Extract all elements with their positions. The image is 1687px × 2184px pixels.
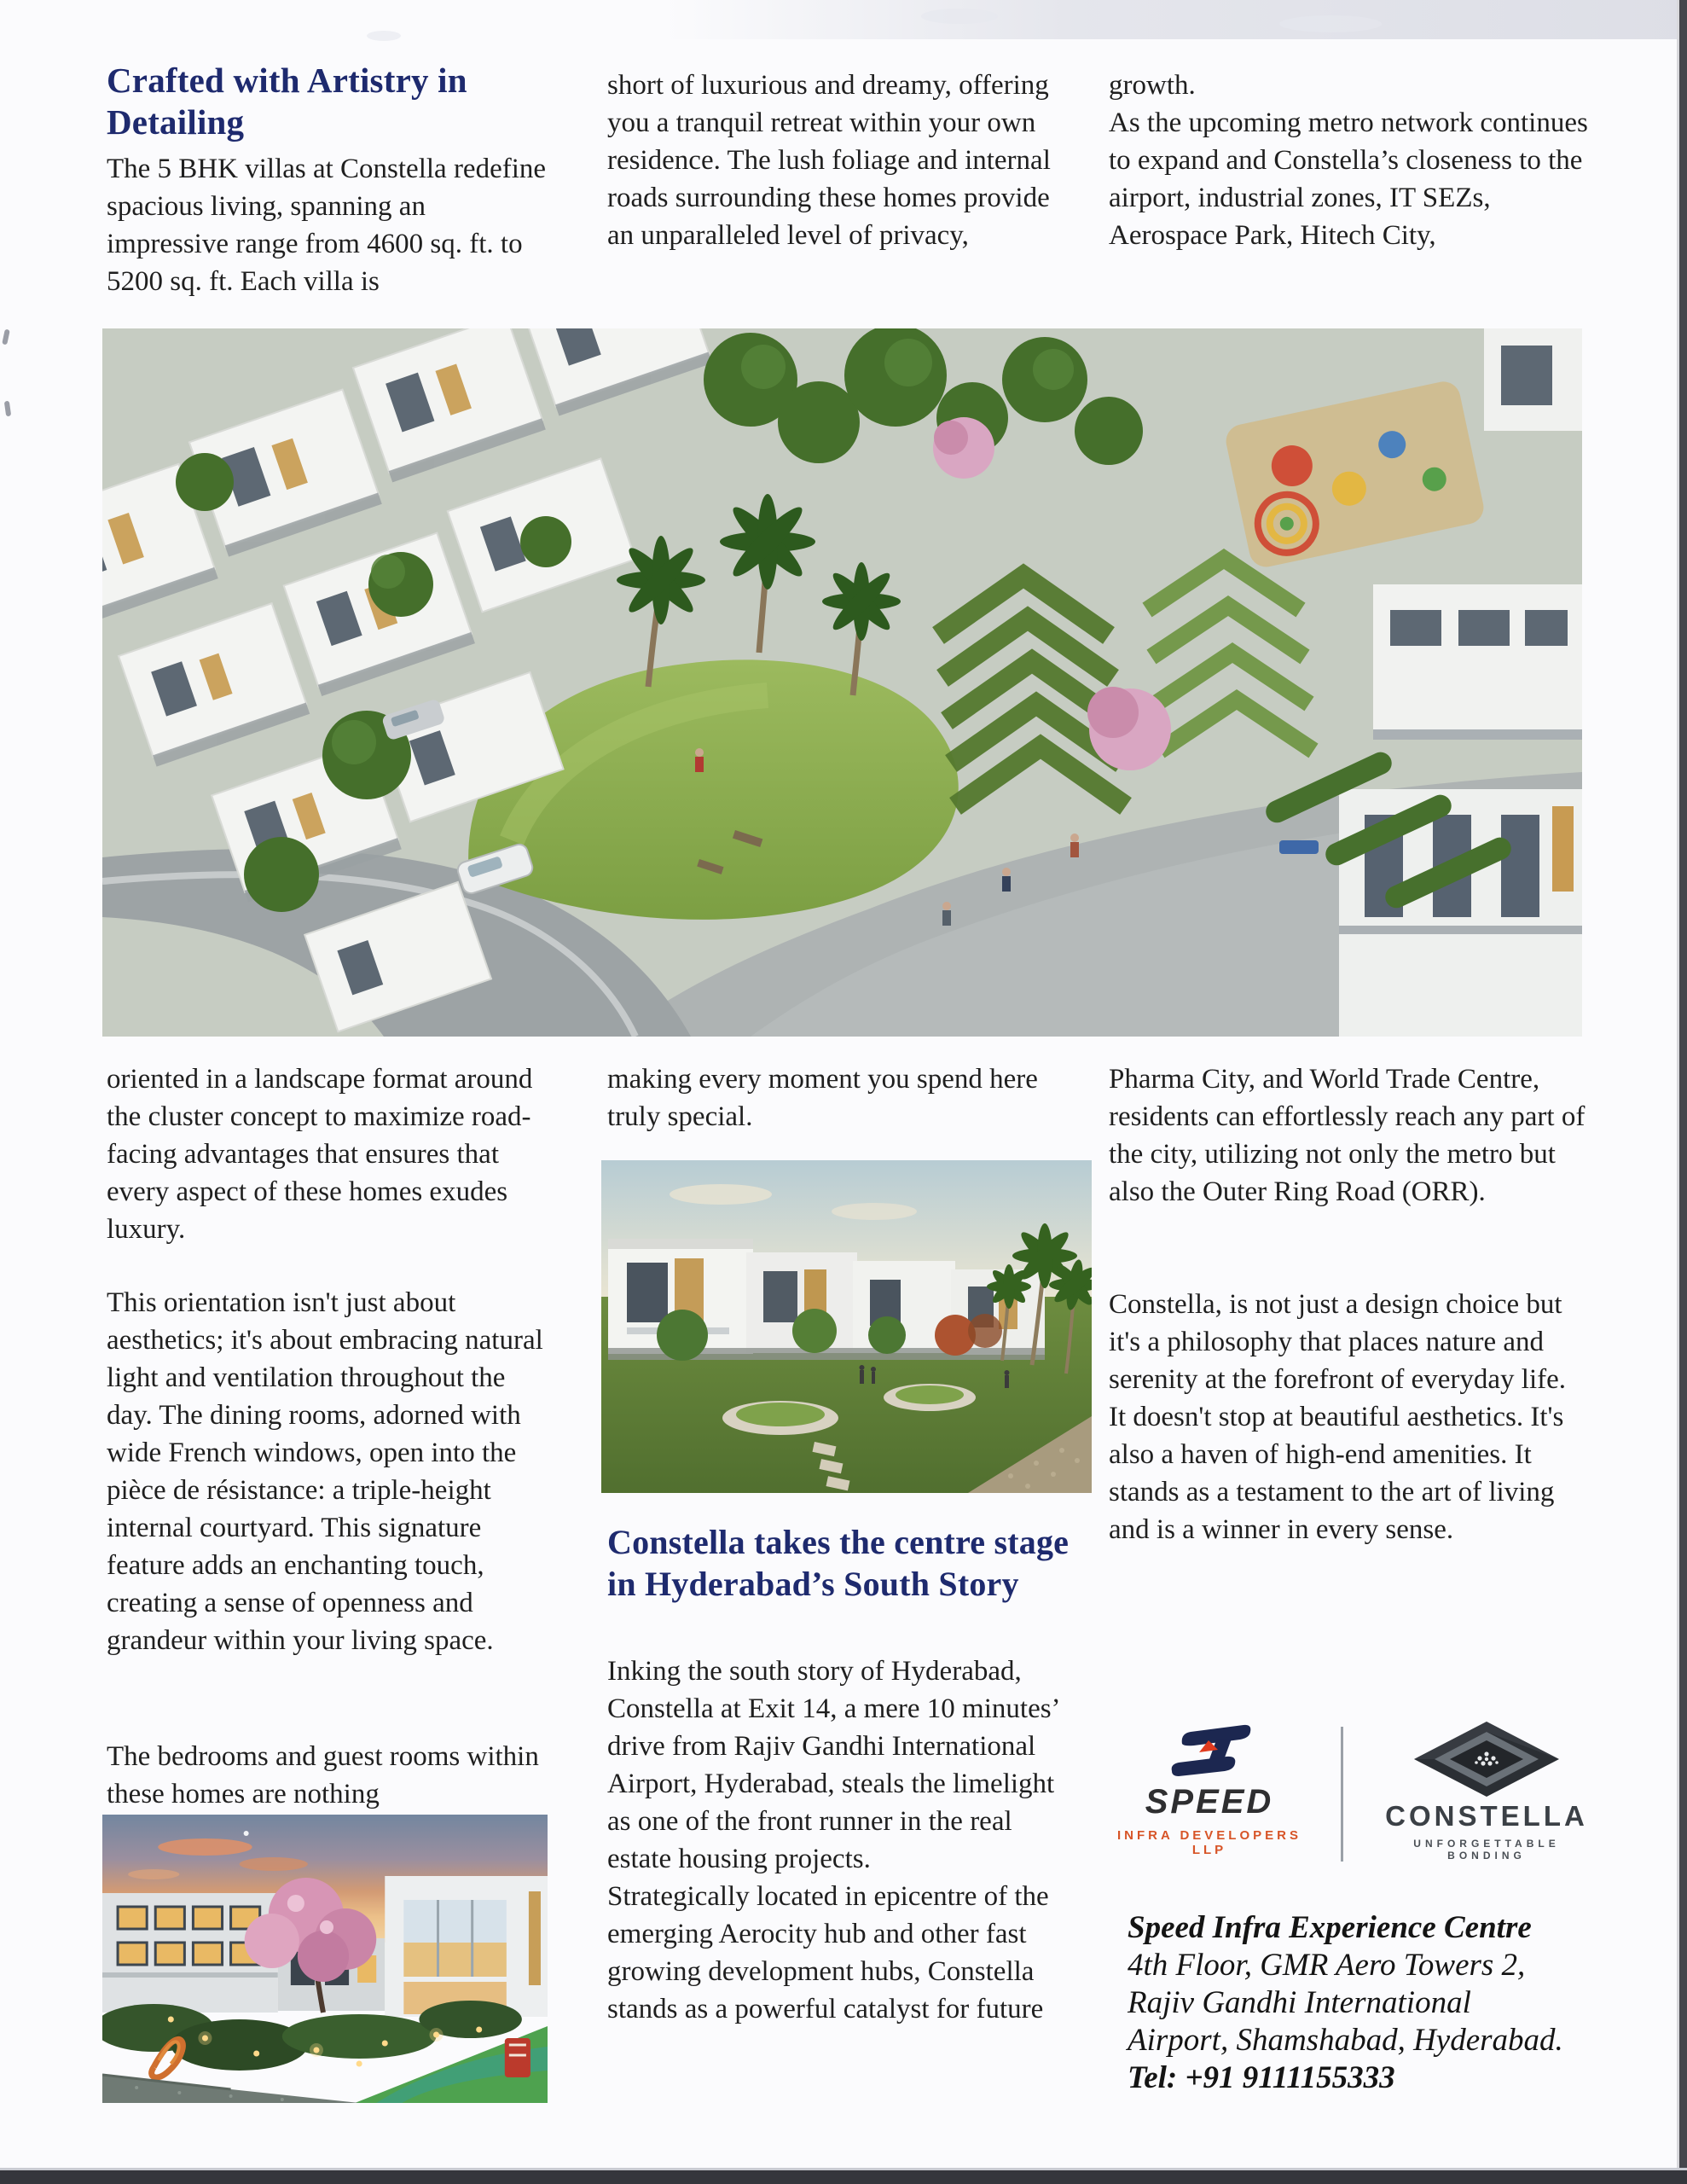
heading-crafted-with-artistry: Crafted with Artistry in Detailing xyxy=(107,61,467,142)
top-column-1 xyxy=(107,60,550,300)
scan-noise xyxy=(665,0,1687,39)
scan-tick xyxy=(2,329,10,346)
logo-divider xyxy=(1341,1727,1343,1862)
speed-logo-tagline: INFRA DEVELOPERS LLP xyxy=(1117,1828,1301,1857)
constella-logo-tagline: UNFORGETTABLE BONDING xyxy=(1413,1838,1560,1862)
bottom-col1-para3: The bedrooms and guest rooms within these homes are nothing xyxy=(107,1741,539,1809)
bottom-col1-para2: This orientation isn't just about aesthetics; it's about embracing natural light and ventilation throughout the day. The dining rooms, adorned with wide French windows, open into the pièce de résistance: a triple-height internal courtyard. This signature feature adds an enchanting touch, creating a sense of openness and grandeur within your living space. xyxy=(107,1287,543,1656)
developer-logos xyxy=(1116,1722,1593,1875)
page-edge-right xyxy=(1677,0,1687,2184)
scan-smudge xyxy=(1279,15,1382,32)
scan-smudge xyxy=(367,31,401,41)
top-col1-body: The 5 BHK villas at Constella redefine spacious living, spanning an impressive range from 4600 sq. ft. to 5200 sq. ft. Each villa is xyxy=(107,154,547,297)
bottom-col2-para1: making every moment you spend here truly special. xyxy=(607,1064,1038,1132)
contact-title: Speed Infra Experience Centre xyxy=(1128,1910,1532,1945)
speed-logo-icon xyxy=(1165,1722,1254,1781)
top-column-2: short of luxurious and dreamy, offering you a tranquil retreat within your own residence. The lush foliage and internal roads surrounding these homes provide an unparalleled level of privacy, xyxy=(607,70,1051,251)
contact-block xyxy=(1128,1909,1622,2097)
bottom-col2-para2b: Strategically located in epicentre of the emerging Aerocity hub and other fast growing development hubs, Constella stands as a powerful catalyst for future xyxy=(607,1881,1049,2024)
scan-smudge xyxy=(921,9,998,24)
bottom-col3-para1: Pharma City, and World Trade Centre, residents can effortlessly reach any part of the city, utilizing not only the metro but also the Outer Ring Road (ORR). xyxy=(1109,1064,1586,1207)
constella-logo-name: CONSTELLA xyxy=(1385,1800,1588,1832)
speed-logo-name: SPEED xyxy=(1145,1783,1274,1821)
speed-logo xyxy=(1116,1722,1303,1857)
bottom-col2-para2 xyxy=(607,1653,1072,2028)
bottom-col2-para2a: Inking the south story of Hyderabad, Constella at Exit 14, a mere 10 minutes’ drive from Rajiv Gandhi International Airport, Hyderabad, steals the limelight as one of the front runner in the real estate housing projects. xyxy=(607,1656,1059,1874)
contact-phone: Tel: +91 9111155333 xyxy=(1128,2060,1395,2095)
contact-address-line: 4th Floor, GMR Aero Towers 2, xyxy=(1128,1948,1526,1983)
top-column-3 xyxy=(1109,67,1591,254)
heading-constella-south-story: Constella takes the centre stage in Hyderabad’s South Story xyxy=(607,1523,1070,1603)
top-col3-growth: growth. xyxy=(1109,70,1196,101)
contact-address-line: Airport, Shamshabad, Hyderabad. xyxy=(1128,2023,1563,2058)
courtyard-image xyxy=(601,1160,1092,1493)
evening-garden-image xyxy=(102,1815,548,2103)
constella-logo xyxy=(1380,1722,1593,1862)
scan-tick xyxy=(4,401,11,417)
constella-logo-icon xyxy=(1414,1722,1559,1797)
top-col3-body: As the upcoming metro network continues to expand and Constella’s closeness to the airport, industrial zones, IT SEZs, Aerospace Park, Hitech City, xyxy=(1109,107,1588,251)
hero-image xyxy=(102,328,1582,1037)
bottom-col3-para2: Constella, is not just a design choice but it's a philosophy that places nature and serenity at the forefront of everyday life. It doesn't stop at beautiful aesthetics. It's also a haven of high-end amenities. It stands as a testament to the art of living and is a winner in every sense. xyxy=(1109,1289,1567,1545)
bottom-col1-para1: oriented in a landscape format around the cluster concept to maximize road-facing advantages that ensures that every aspect of these homes exudes luxury. xyxy=(107,1064,533,1245)
page-edge-bottom xyxy=(0,2170,1687,2184)
contact-address-line: Rajiv Gandhi International xyxy=(1128,1985,1471,2020)
